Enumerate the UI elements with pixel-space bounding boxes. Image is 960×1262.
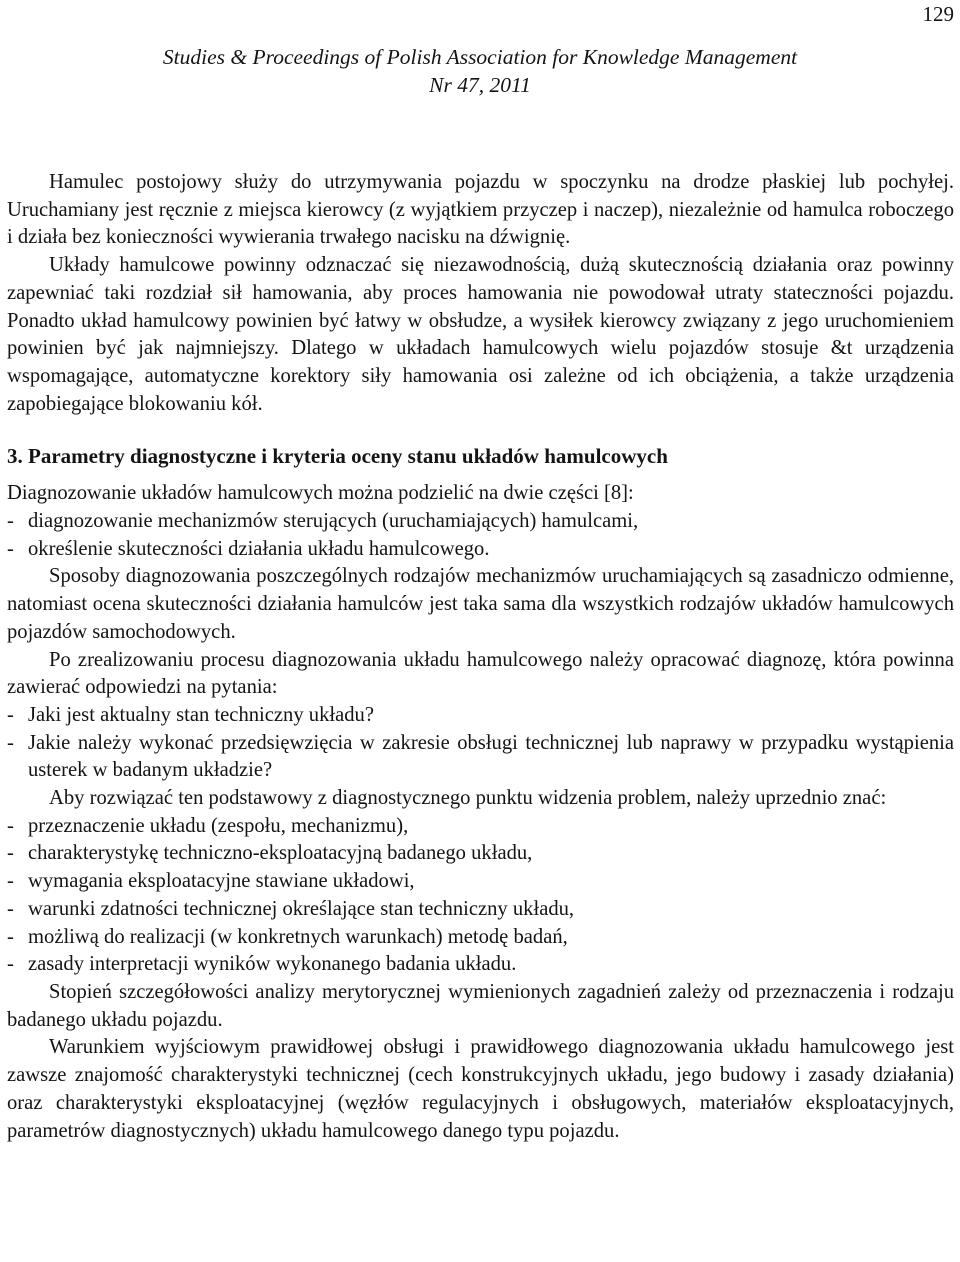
list-diagnosis-parts	[7, 508, 954, 563]
list-item: - przeznaczenie układu (zespołu, mechanizmu),	[7, 813, 954, 841]
list-item: - diagnozowanie mechanizmów sterujących (uruchamiających) hamulcami,	[7, 508, 954, 536]
list-item: - charakterystykę techniczno-eksploatacyjną badanego układu,	[7, 840, 954, 868]
page-number: 129	[922, 2, 954, 26]
dash-bullet: -	[7, 703, 14, 726]
journal-title: Studies & Proceedings of Polish Association for Knowledge Management	[162, 45, 798, 69]
dash-bullet: -	[7, 814, 14, 837]
article-body	[7, 169, 954, 1145]
list-prerequisites	[7, 813, 954, 979]
list-item: - Jakie należy wykonać przedsięwzięcia w zakresie obsługi technicznej lub naprawy w przypadku wystąpienia usterek w badanym układzie?	[7, 731, 954, 782]
dash-bullet: -	[7, 953, 14, 976]
list-questions	[7, 702, 954, 785]
paragraph-degree: Stopień szczegółowości analizy merytorycznej wymienionych zagadnień zależy od przeznaczenia i rodzaju badanego układu pojazdu.	[7, 980, 954, 1031]
dash-bullet: -	[7, 925, 14, 948]
dash-bullet: -	[7, 870, 14, 893]
list-item: - Jaki jest aktualny stan techniczny układu?	[7, 702, 954, 730]
dash-bullet: -	[7, 510, 14, 533]
dash-bullet: -	[7, 842, 14, 865]
paragraph-solve: Aby rozwiązać ten podstawowy z diagnostycznego punktu widzenia problem, należy uprzednio znać:	[49, 787, 887, 810]
paragraph-methods: Sposoby diagnozowania poszczególnych rodzajów mechanizmów uruchamiających są zasadniczo odmienne, natomiast ocena skuteczności działania hamulców jest taka sama dla wszystkich rodzajów układów hamulcowych pojazdów samochodowych.	[7, 565, 954, 643]
paragraph-brake-systems: Układy hamulcowe powinny odznaczać się niezawodnością, dużą skutecznością działania oraz powinny zapewniać taki rozdział sił hamowania, aby proces hamowania nie powodował utraty stateczności pojazdu. Ponadto układ hamulcowy powinien być łatwy w obsłudze, a wysiłek kierowcy związany z jego uruchomieniem powinien być jak najmniejszy. Dlatego w układach hamulcowych wielu pojazdów stosuje &t urządzenia wspomagające, automatyczne korektory siły hamowania osi zależne od ich obciążenia, a także urządzenia zapobiegające blokowaniu kół.	[7, 254, 954, 415]
journal-issue: Nr 47, 2011	[429, 73, 531, 97]
list-item: - wymagania eksploatacyjne stawiane układowi,	[7, 868, 954, 896]
paragraph-after-diagnosis: Po zrealizowaniu procesu diagnozowania układu hamulcowego należy opracować diagnozę, która powinna zawierać odpowiedzi na pytania:	[7, 648, 954, 699]
paragraph-intro: Diagnozowanie układów hamulcowych można podzielić na dwie części [8]:	[7, 482, 634, 505]
dash-bullet: -	[7, 537, 14, 560]
section-heading: 3. Parametry diagnostyczne i kryteria oceny stanu układów hamulcowych	[7, 444, 668, 469]
dash-bullet: -	[7, 731, 14, 754]
running-header	[0, 43, 960, 99]
dash-bullet: -	[7, 897, 14, 920]
list-item: - możliwą do realizacji (w konkretnych warunkach) metodę badań,	[7, 924, 954, 952]
paragraph-parking-brake: Hamulec postojowy służy do utrzymywania pojazdu w spoczynku na drodze płaskiej lub pochyłej. Uruchamiany jest ręcznie z miejsca kierowcy (z wyjątkiem przyczep i naczep), niezależnie od hamulca roboczego i działa bez konieczności wywierania trwałego nacisku na dźwignię.	[7, 171, 954, 249]
list-item: - zasady interpretacji wyników wykonanego badania układu.	[7, 951, 954, 979]
list-item: - określenie skuteczności działania układu hamulcowego.	[7, 536, 954, 564]
paragraph-condition: Warunkiem wyjściowym prawidłowej obsługi i prawidłowego diagnozowania układu hamulcowego jest zawsze znajomość charakterystyki technicznej (cech konstrukcyjnych układu, jego budowy i zasady działania) oraz charakterystyki eksploatacyjnej (węzłów regulacyjnych i obsługowych, materiałów eksploatacyjnych, parametrów diagnostycznych) układu hamulcowego danego typu pojazdu.	[7, 1036, 954, 1142]
list-item: - warunki zdatności technicznej określające stan techniczny układu,	[7, 896, 954, 924]
